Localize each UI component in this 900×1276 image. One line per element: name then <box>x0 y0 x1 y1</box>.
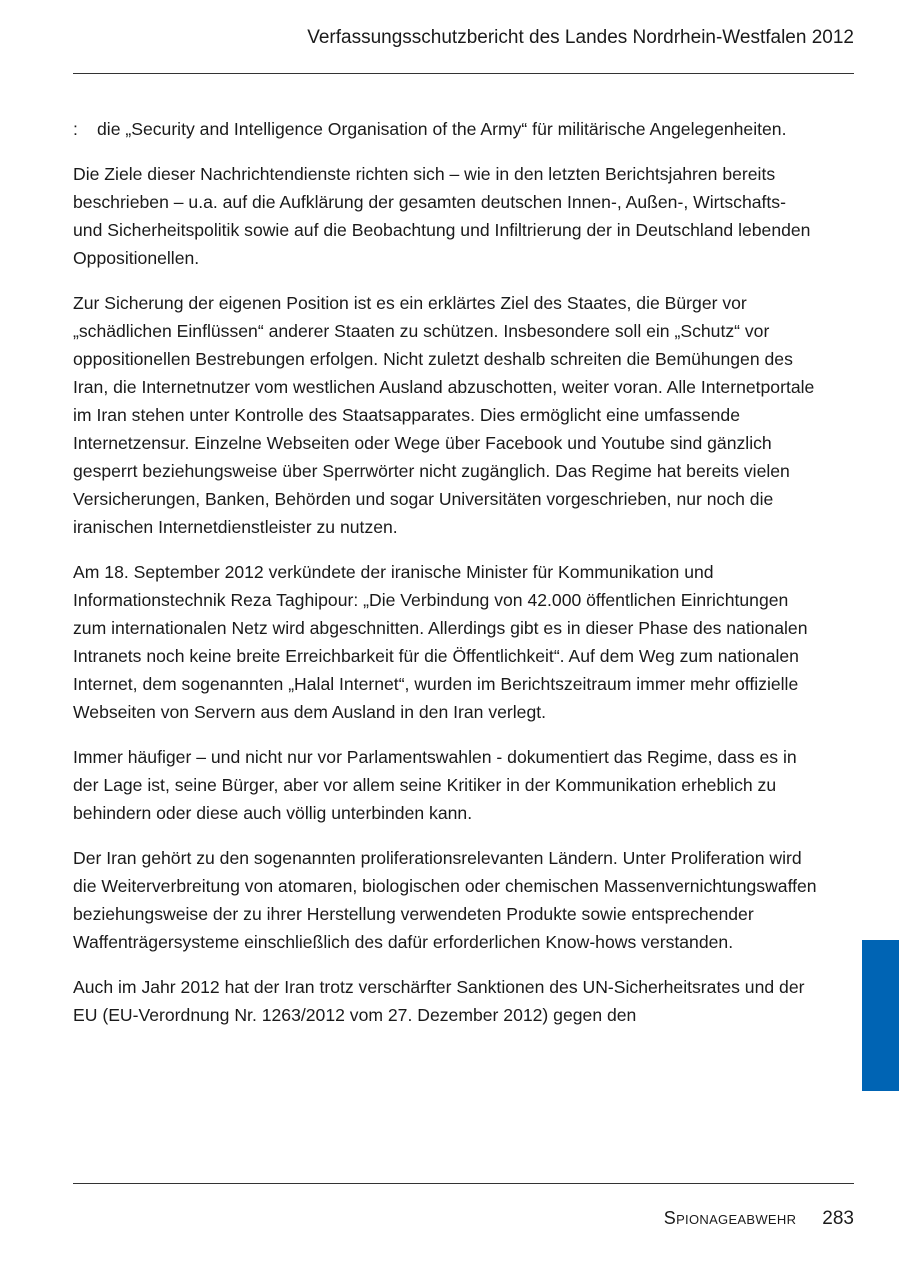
running-header-title: Verfassungsschutzbericht des Landes Nordrhein-Westfalen 2012 <box>307 27 854 48</box>
paragraph-3: Am 18. September 2012 verkündete der iranische Minister für Kommunikation und Informationstechnik Reza Taghipour: „Die Verbindung von 42.000 öffentlichen Einrichtungen zum internationalen Netz wird abgeschnitten. Allerdings gibt es in dieser Phase des nationalen Intranets noch keine breite Erreichbarkeit für die Öffentlichkeit“. Auf dem Weg zum nationalen Internet, dem sogenannten „Halal Internet“, wurden im Berichtszeitraum immer mehr offizielle Webseiten von Servern aus dem Ausland in den Iran verlegt. <box>73 562 808 722</box>
body-text <box>73 115 818 1046</box>
paragraph-6: Auch im Jahr 2012 hat der Iran trotz verschärfter Sanktionen des UN-Sicherheitsrates und der EU (EU-Verordnung Nr. 1263/2012 vom 27. Dezember 2012) gegen den <box>73 977 805 1025</box>
list-item <box>73 115 818 143</box>
paragraph-2: Zur Sicherung der eigenen Position ist es ein erklärtes Ziel des Staates, die Bürger vor „schädlichen Einflüssen“ anderer Staaten zu schützen. Insbesondere soll ein „Schutz“ vor oppositionellen Bestrebungen erfolgen. Nicht zuletzt deshalb schreiten die Bemühungen des Iran, die Internetnutzer vom westlichen Ausland abzuschotten, weiter voran. Alle Internetportale im Iran stehen unter Kontrolle des Staatsapparates. Dies ermöglicht eine umfassende Internetzensur. Einzelne Webseiten oder Wege über Facebook und Youtube sind gänzlich gesperrt beziehungsweise über Sperrwörter nicht zugänglich. Das Regime hat bereits vielen Versicherungen, Banken, Behörden und sogar Universitäten vorgeschrieben, nur noch die iranischen Internetdienstleister zu nutzen. <box>73 293 815 537</box>
chapter-tab-marker <box>862 940 899 1091</box>
page-number: 283 <box>822 1208 854 1229</box>
paragraph-1: Die Ziele dieser Nachrichtendienste richten sich – wie in den letzten Berichtsjahren bereits beschrieben – u.a. auf die Aufklärung der gesamten deutschen Innen-, Außen-, Wirtschafts- und Sicherheitspolitik sowie auf die Beobachtung und Infiltrierung der in Deutschland lebenden Oppositionellen. <box>73 164 811 268</box>
page-footer <box>664 1208 854 1230</box>
header-rule <box>73 73 854 74</box>
paragraph-5: Der Iran gehört zu den sogenannten proliferationsrelevanten Ländern. Unter Proliferation wird die Weiterverbreitung von atomaren, biologischen oder chemischen Massenvernichtungswaffen beziehungsweise der zu ihrer Herstellung verwendeten Produkte sowie entsprechender Waffenträgersysteme einschließlich des dafür erforderlichen Know-hows verstanden. <box>73 848 817 952</box>
footer-section-name: Spionageabwehr <box>663 1208 797 1228</box>
bullet-text: die „Security and Intelligence Organisation of the Army“ für militärische Angelegenheiten. <box>97 119 787 139</box>
bullet-marker: : <box>73 119 78 139</box>
paragraph-4: Immer häufiger – und nicht nur vor Parlamentswahlen - dokumentiert das Regime, dass es in der Lage ist, seine Bürger, aber vor allem seine Kritiker in der Kommunikation erheblich zu behindern oder diese auch völlig unterbinden kann. <box>73 747 797 823</box>
footer-rule <box>73 1183 854 1184</box>
